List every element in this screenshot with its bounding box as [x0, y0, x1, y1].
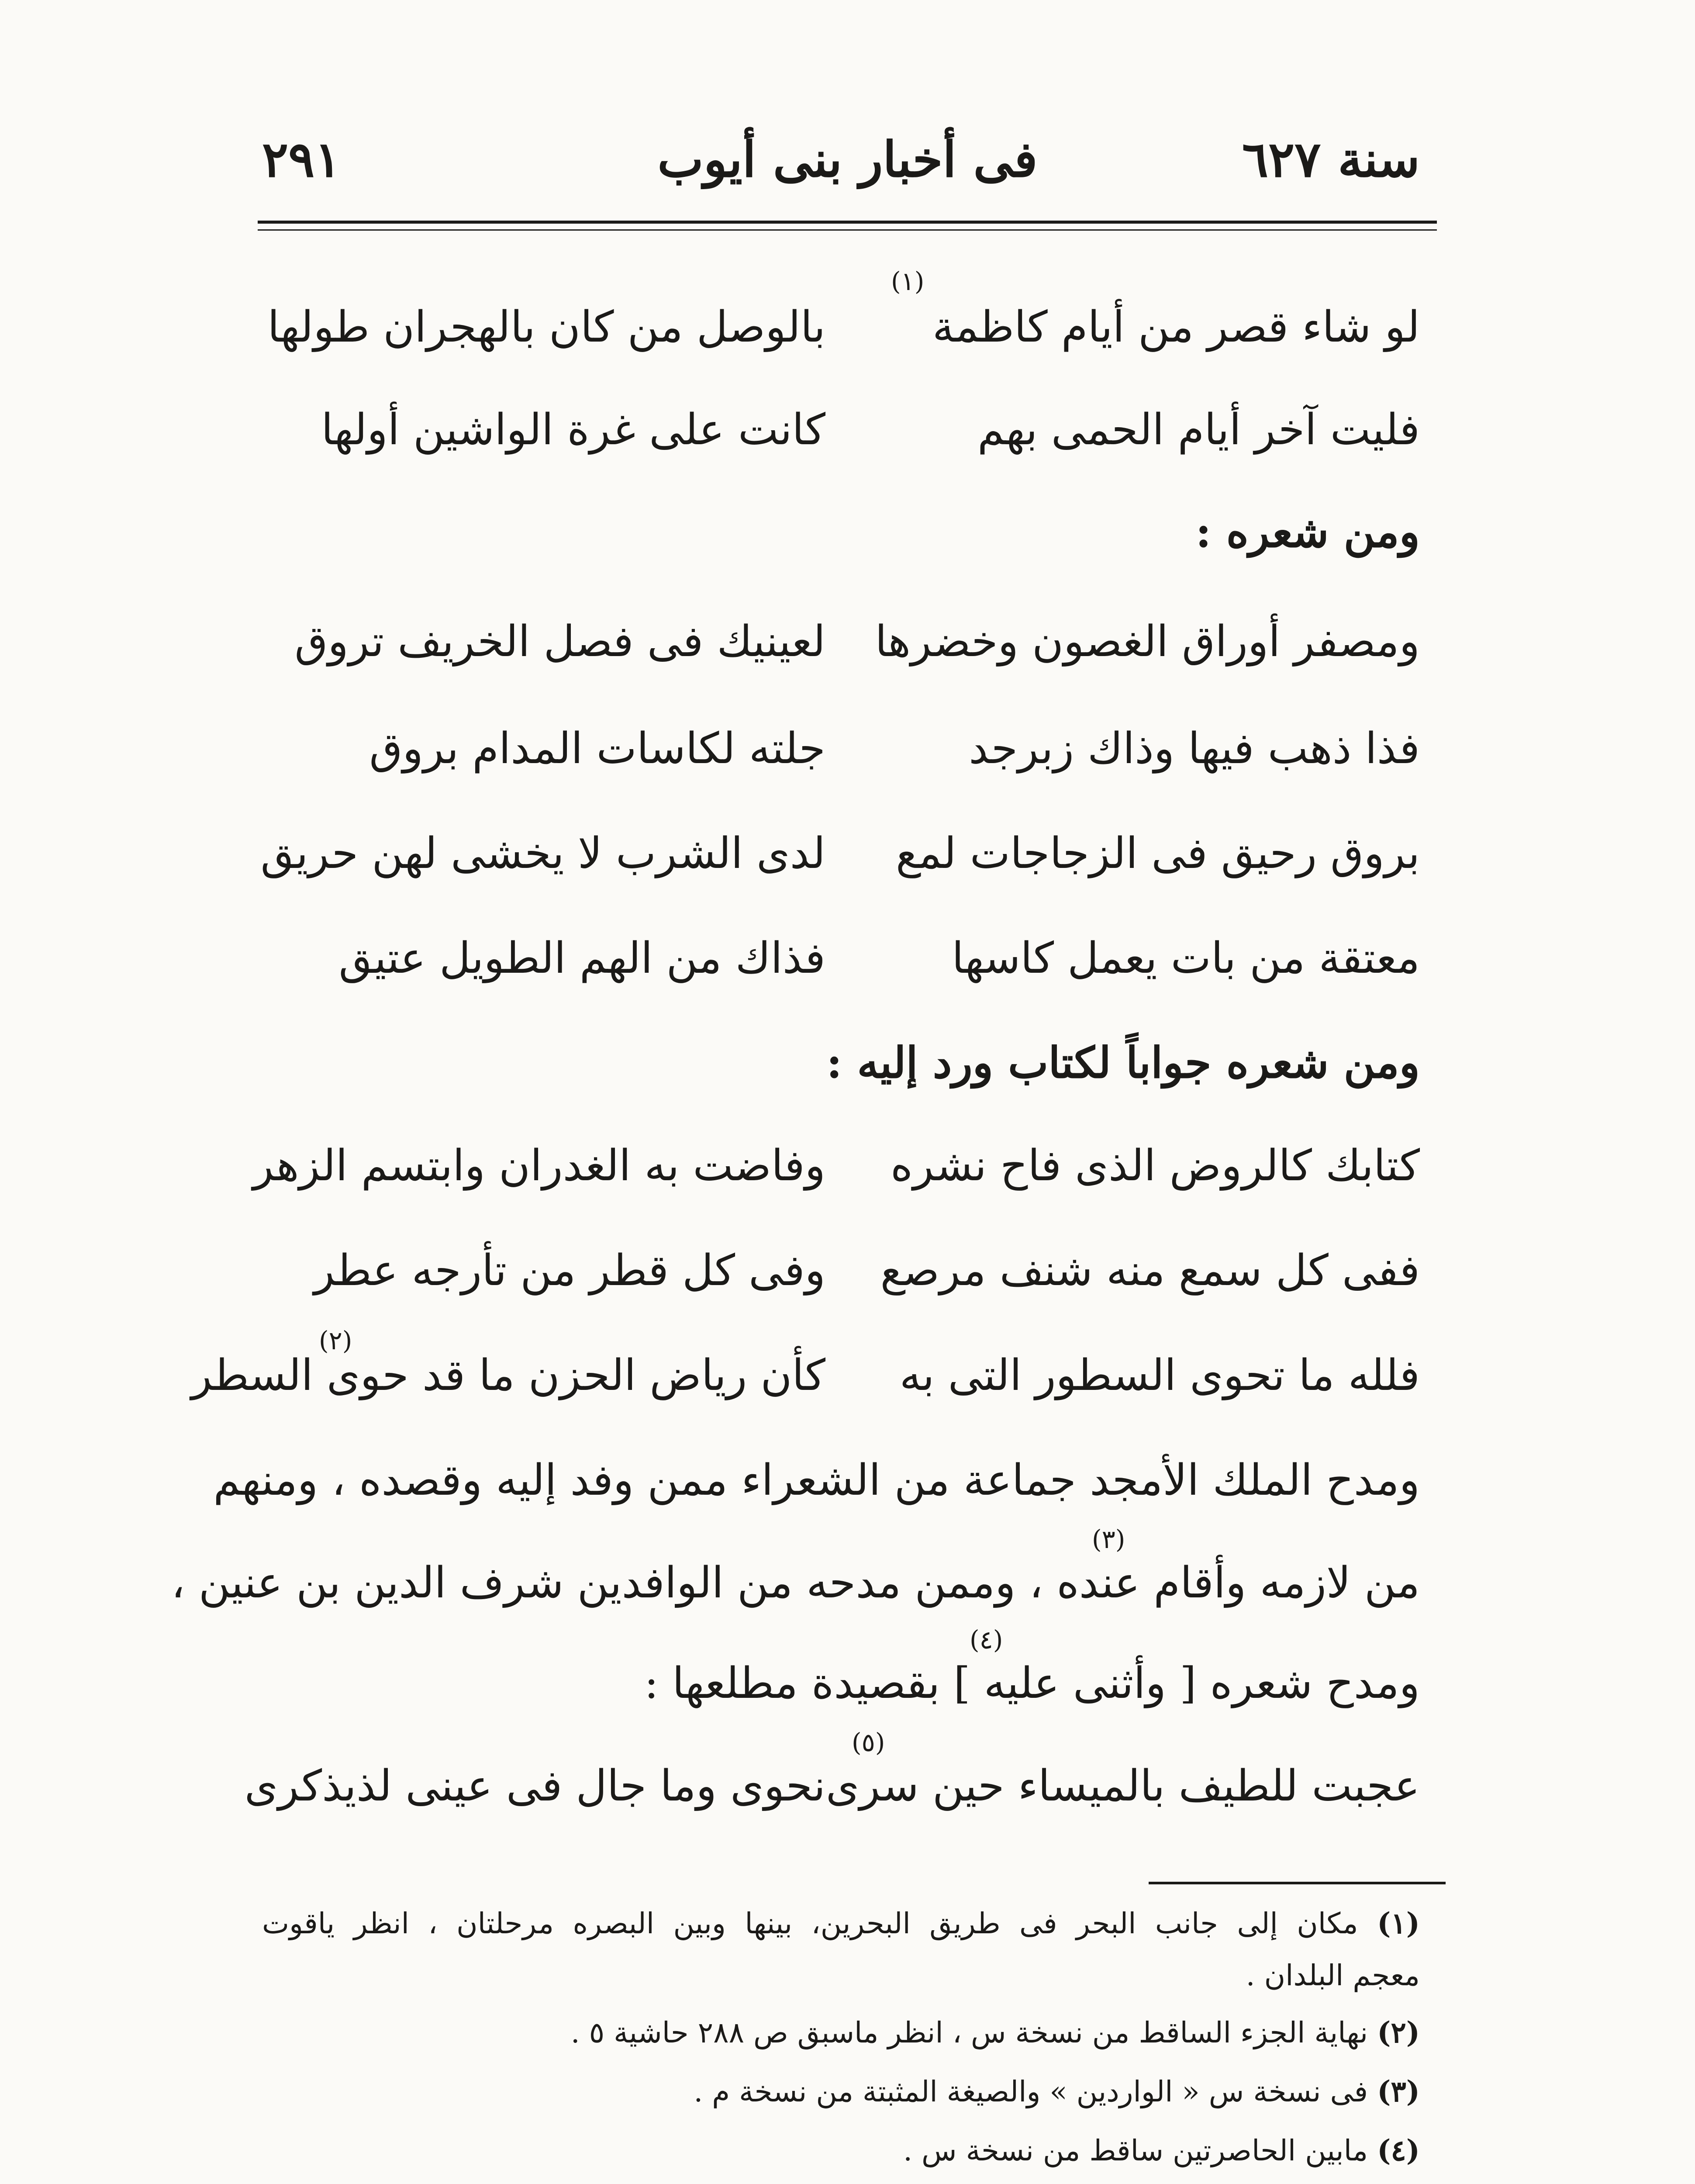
footnote-ref-4: (٤): [970, 1625, 1003, 1655]
header-rule: [258, 221, 1437, 224]
header-rule-thin: [258, 229, 1437, 231]
footnote-4: [903, 2133, 1420, 2167]
footnote-text: نهاية الجزء الساقط من نسخة س ، انظر ماسبق ص ٢٨٨ حاشية ٥ .: [570, 2016, 1368, 2049]
verse-hemistich: كتابك كالروض الذى فاح نشره: [890, 1141, 1420, 1191]
footnote-text: مابين الحاصرتين ساقط من نسخة س .: [903, 2134, 1368, 2167]
page-number: ٢٩١: [262, 131, 341, 188]
verse-hemistich: وفاضت به الغدران وابتسم الزهر: [252, 1141, 825, 1191]
prose-line: ومدح شعره [ وأثنى عليه ] بقصيدة مطلعها :: [644, 1659, 1420, 1708]
verse-hemistich: معتقة من بات يعمل كاسها: [952, 933, 1420, 983]
footnote-number: (٣): [1377, 2074, 1420, 2108]
footnote-rule: [1149, 1882, 1446, 1884]
footnote-ref-3: (٣): [1092, 1524, 1125, 1554]
footnote-number: (٢): [1377, 2015, 1420, 2049]
header-title: فى أخبار بنى أيوب: [657, 131, 1038, 188]
verse-hemistich: نحوى وما جال فى عينى لذيذكرى: [244, 1761, 825, 1811]
verse-hemistich: وفى كل قطر من تأرجه عطر: [314, 1246, 825, 1296]
verse-hemistich: لدى الشرب لا يخشى لهن حريق: [260, 829, 825, 878]
verse-hemistich: لعينيك فى فصل الخريف تروق: [294, 617, 825, 667]
prose-line: ومدح الملك الأمجد جماعة من الشعراء ممن وفد إليه وقصده ، ومنهم: [213, 1455, 1420, 1505]
verse-hemistich: جلته لكاسات المدام بروق: [369, 724, 825, 774]
footnote-3: [694, 2074, 1420, 2108]
verse-hemistich: بالوصل من كان بالهجران طولها: [267, 302, 825, 352]
verse-hemistich: فلله ما تحوى السطور التى به: [899, 1351, 1420, 1400]
verse-hemistich: فذا ذهب فيها وذاك زبرجد: [969, 724, 1420, 774]
footnote-ref-2: (٢): [319, 1326, 352, 1355]
verse-hemistich: كأن رياض الحزن ما قد حوى السطر: [191, 1351, 825, 1400]
footnote-2: [570, 2015, 1420, 2049]
footnote-1-continuation: معجم البلدان .: [1246, 1959, 1420, 1992]
footnote-ref-5: (٥): [852, 1728, 885, 1757]
verse-hemistich: لو شاء قصر من أيام كاظمة: [932, 302, 1420, 352]
section-label: ومن شعره :: [1195, 507, 1420, 557]
verse-hemistich: فليت آخر أيام الحمى بهم: [977, 405, 1420, 455]
footnote-ref-1: (١): [891, 266, 925, 296]
verse-hemistich: ومصفر أوراق الغصون وخضرها: [875, 617, 1420, 667]
prose-line: من لازمه وأقام عنده ، وممن مدحه من الوافدين شرف الدين بن عنين ،: [171, 1558, 1420, 1608]
footnote-number: (٤): [1377, 2133, 1420, 2167]
section-label: ومن شعره جواباً لكتاب ورد إليه :: [826, 1038, 1420, 1088]
footnote-1: [262, 1906, 1420, 1940]
verse-hemistich: كانت على غرة الواشين أولها: [321, 405, 825, 455]
verse-hemistich: فذاك من الهم الطويل عتيق: [338, 933, 825, 983]
footnote-text: فى نسخة س « الواردين » والصيغة المثبتة من نسخة م .: [694, 2075, 1368, 2108]
header-year: سنة ٦٢٧: [1242, 131, 1420, 188]
verse-hemistich: عجبت للطيف بالميساء حين سرى: [825, 1761, 1420, 1811]
verse-hemistich: ففى كل سمع منه شنف مرصع: [880, 1246, 1420, 1296]
footnote-number: (١): [1377, 1906, 1420, 1940]
footnote-text: مكان إلى جانب البحر فى طريق البحرين، بينها وبين البصره مرحلتان ، انظر ياقوت: [262, 1907, 1358, 1940]
verse-hemistich: بروق رحيق فى الزجاجات لمع: [895, 829, 1420, 878]
